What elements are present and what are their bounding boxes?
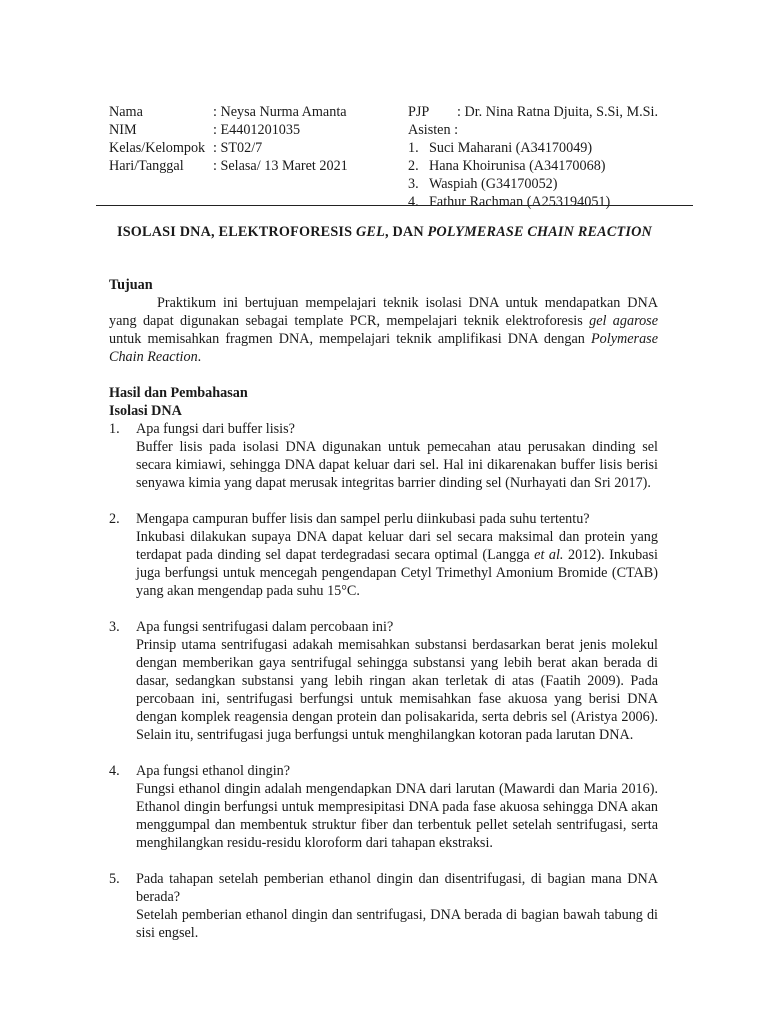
question-item: [109, 618, 658, 744]
tujuan-italic: gel agarose: [589, 313, 658, 329]
title-italic-gel: GEL: [355, 224, 385, 240]
pjp-value: : Dr. Nina Ratna Djuita, S.Si, M.Si.: [457, 104, 658, 120]
nim-label: NIM: [109, 122, 137, 138]
title-part: , DAN: [384, 224, 428, 240]
question-text: Pada tahapan setelah pemberian ethanol dingin dan disentrifugasi, di bagian mana DNA berada?: [136, 871, 658, 905]
assistant-row: [109, 175, 693, 193]
answer-text: Setelah pemberian ethanol dingin dan sentrifugasi, DNA berada di bagian bawah tabung di sisi engsel.: [136, 907, 658, 941]
document-title: [109, 222, 660, 242]
assistant-number: 3.: [408, 176, 419, 192]
answer-text: [136, 528, 658, 600]
question-text: Apa fungsi ethanol dingin?: [136, 763, 291, 779]
spacer: [109, 744, 658, 762]
question-number: 3.: [109, 619, 120, 635]
document-body: [109, 276, 658, 942]
isolasi-subheading: Isolasi DNA: [109, 403, 182, 419]
identity-header: [109, 103, 693, 211]
title-part: ISOLASI DNA, ELEKTROFORESIS: [117, 224, 356, 240]
assistant-name: Fathur Rachman (A253194051): [429, 194, 611, 210]
spacer: [109, 852, 658, 870]
question-item: [109, 762, 658, 852]
tujuan-heading: Tujuan: [109, 277, 153, 293]
tujuan-text: Praktikum ini bertujuan mempelajari teknik isolasi DNA untuk mendapatkan DNA yang dapat digunakan sebagai template PCR, mempelajari teknik elektroforesis: [109, 295, 658, 329]
tujuan-paragraph: [109, 294, 658, 366]
tujuan-italic: Polymerase Chain Reaction: [109, 331, 658, 365]
question-item: [109, 510, 658, 600]
answer-italic: et al.: [534, 547, 564, 563]
answer-text: Fungsi ethanol dingin adalah mengendapkan DNA dari larutan (Mawardi dan Maria 2016). Ethanol dingin berfungsi untuk mempresipitasi DNA pada fase akuosa sehingga DNA akan menggumpal dan membentuk struktur fiber dan terbentuk pellet setelah sentrifugasi, serta menghilangkan residu-residu kloroform dari tahapan ekstraksi.: [136, 781, 658, 851]
question-text: Apa fungsi dari buffer lisis?: [136, 421, 295, 437]
pjp-label: PJP: [408, 104, 430, 120]
assistant-label: Asisten :: [408, 122, 459, 138]
question-text: Mengapa campuran buffer lisis dan sampel perlu diinkubasi pada suhu tertentu?: [136, 511, 590, 527]
date-row: [109, 157, 693, 175]
tujuan-text: untuk memisahkan fragmen DNA, mempelajari teknik amplifikasi DNA dengan: [109, 331, 592, 347]
question-text: Apa fungsi sentrifugasi dalam percobaan ini?: [136, 619, 394, 635]
name-value: : Neysa Nurma Amanta: [213, 104, 347, 120]
question-number: 2.: [109, 511, 120, 527]
spacer: [109, 600, 658, 618]
spacer: [109, 492, 658, 510]
assistant-number: 1.: [408, 140, 419, 156]
title-italic-pcr: POLYMERASE CHAIN REACTION: [427, 224, 652, 240]
class-row: [109, 139, 693, 157]
date-label: Hari/Tanggal: [109, 158, 184, 174]
nim-value: : E4401201035: [213, 122, 301, 138]
class-value: : ST02/7: [213, 140, 263, 156]
question-number: 1.: [109, 421, 120, 437]
tujuan-text: .: [197, 349, 202, 365]
assistant-number: 2.: [408, 158, 419, 174]
answer-part: Inkubasi dilakukan supaya DNA dapat keluar dari sel secara maksimal dan protein yang terdapat pada dinding sel dapat terdegradasi secara optimal (Langga: [136, 529, 658, 563]
question-item: [109, 420, 658, 492]
answer-part: 2012). Inkubasi juga berfungsi untuk mencegah pengendapan Cetyl Trimethyl Amonium Bromide (CTAB) yang akan mengendap pada suhu 15°C.: [136, 547, 658, 599]
answer-text: Prinsip utama sentrifugasi adakah memisahkan substansi berdasarkan berat jenis molekul dengan memberikan gaya sentrifugal sehingga substansi yang lebih berat akan berada di dasar, sedangkan substansi yang lebih ringan akan terletak di atas (Faatih 2009). Pada percobaan ini, sentrifugasi berfungsi untuk memisahkan fase akuosa yang berisi DNA dengan komplek reagensia dengan protein dan polisakarida, serta debris sel (Aristya 2006). Selain itu, sentrifugasi juga berfungsi untuk menghilangkan kotoran pada larutan DNA.: [136, 637, 658, 743]
name-row: [109, 103, 693, 121]
hasil-heading: Hasil dan Pembahasan: [109, 385, 248, 401]
assistant-name: Waspiah (G34170052): [429, 176, 558, 192]
question-number: 4.: [109, 763, 120, 779]
header-divider: [96, 205, 693, 206]
question-item: [109, 870, 658, 942]
assistant-name: Hana Khoirunisa (A34170068): [429, 158, 606, 174]
name-label: Nama: [109, 104, 143, 120]
class-label: Kelas/Kelompok: [109, 140, 206, 156]
date-value: : Selasa/ 13 Maret 2021: [213, 158, 348, 174]
nim-row: [109, 121, 693, 139]
question-number: 5.: [109, 871, 120, 887]
spacer: [109, 366, 658, 384]
answer-text: Buffer lisis pada isolasi DNA digunakan untuk pemecahan atau perusakan dinding sel secara kimiawi, sehingga DNA dapat keluar dari sel. Hal ini dikarenakan buffer lisis berisi senyawa kimia yang dapat merusak integritas barrier dinding sel (Nurhayati dan Sri 2017).: [136, 439, 658, 491]
assistant-number: 4.: [408, 194, 419, 210]
assistant-row: [109, 193, 693, 211]
assistant-name: Suci Maharani (A34170049): [429, 140, 593, 156]
